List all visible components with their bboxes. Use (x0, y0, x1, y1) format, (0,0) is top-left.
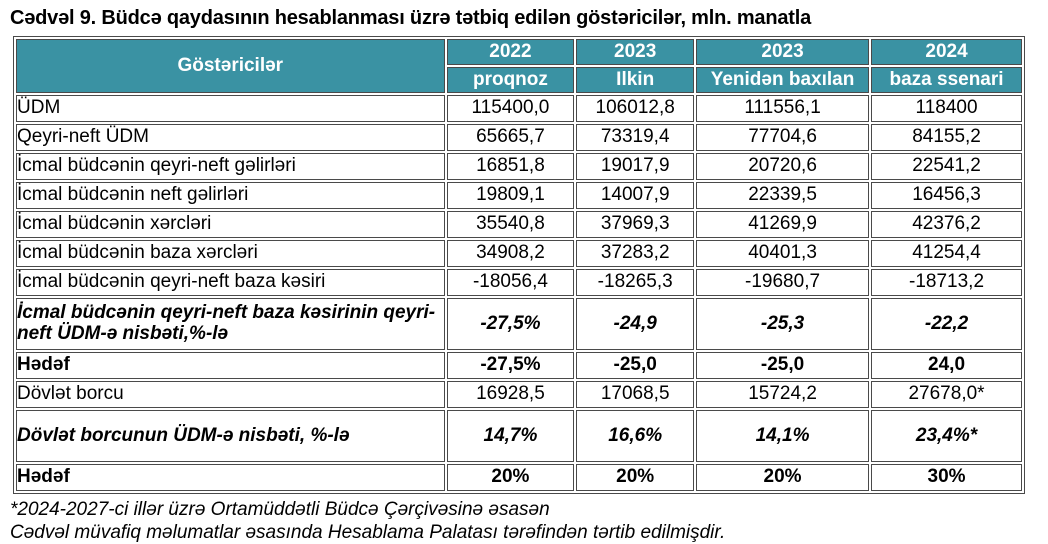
cell-value: 35540,8 (447, 211, 575, 238)
cell-value: 16456,3 (871, 182, 1022, 209)
header-scenario-proqnoz: proqnoz (447, 67, 575, 93)
cell-value: 27678,0* (871, 381, 1022, 408)
table-row-borc-nisbeti (16, 410, 1022, 462)
cell-value: 15724,2 (696, 381, 869, 408)
cell-value: 20% (447, 464, 575, 491)
cell-value: -25,0 (576, 352, 694, 379)
cell-value: 17068,5 (576, 381, 694, 408)
cell-value: 41254,4 (871, 240, 1022, 267)
header-scenario-ilkin: Ilkin (576, 67, 694, 93)
cell-value: 19017,9 (576, 153, 694, 180)
row-label: Hədəf (16, 464, 445, 491)
table-row-hedef-kesir (16, 352, 1022, 379)
cell-value: 20% (576, 464, 694, 491)
row-label: İcmal büdcənin neft gəlirləri (16, 182, 445, 209)
cell-value: 84155,2 (871, 124, 1022, 151)
cell-value: -27,5% (447, 298, 575, 350)
header-year-2022: 2022 (447, 39, 575, 65)
cell-value: 111556,1 (696, 95, 869, 122)
table-row-kesir-nisbeti (16, 298, 1022, 350)
header-year-2023-revised: 2023 (696, 39, 869, 65)
cell-value: -18056,4 (447, 269, 575, 296)
page-title: Cədvəl 9. Büdcə qaydasının hesablanması üzrə tətbiq edilən göstəricilər, mln. manatla (10, 7, 812, 29)
footnote-source: Cədvəl müvafiq məlumatlar əsasında Hesablama Palatası tərəfindən tərtib edilmişdir. (10, 522, 726, 544)
row-label: ÜDM (16, 95, 445, 122)
footnotes (10, 498, 1048, 544)
cell-value: 23,4%* (871, 410, 1022, 462)
cell-value: 106012,8 (576, 95, 694, 122)
row-label: İcmal büdcənin qeyri-neft gəlirləri (16, 153, 445, 180)
row-label: Dövlət borcunun ÜDM-ə nisbəti, %-lə (16, 410, 445, 462)
table-row-neft-gelirleri (16, 182, 1022, 209)
cell-value: 16,6% (576, 410, 694, 462)
cell-value: 24,0 (871, 352, 1022, 379)
cell-value: 14,1% (696, 410, 869, 462)
cell-value: 16928,5 (447, 381, 575, 408)
table-row-qeyri-neft-gelirleri (16, 153, 1022, 180)
table-row-baza-kesiri (16, 269, 1022, 296)
table-row-hedef-borc (16, 464, 1022, 491)
footnote-asterisk: *2024-2027-ci illər üzrə Ortamüddətli Büdcə Çərçivəsinə əsasən (10, 499, 550, 520)
cell-value: 20720,6 (696, 153, 869, 180)
header-year-2024: 2024 (871, 39, 1022, 65)
cell-value: -25,3 (696, 298, 869, 350)
cell-value: 16851,8 (447, 153, 575, 180)
cell-value: 73319,4 (576, 124, 694, 151)
cell-value: -19680,7 (696, 269, 869, 296)
cell-value: 37969,3 (576, 211, 694, 238)
row-label: İcmal büdcənin xərcləri (16, 211, 445, 238)
cell-value: 30% (871, 464, 1022, 491)
row-label: İcmal büdcənin baza xərcləri (16, 240, 445, 267)
cell-value: 22339,5 (696, 182, 869, 209)
row-label: İcmal büdcənin qeyri-neft baza kəsirinin qeyri-neft ÜDM-ə nisbəti,%-lə (16, 298, 445, 350)
header-year-2023-initial: 2023 (576, 39, 694, 65)
row-label: Qeyri-neft ÜDM (16, 124, 445, 151)
table-row-baza-xercleri (16, 240, 1022, 267)
indicators-table (13, 36, 1025, 494)
cell-value: 65665,7 (447, 124, 575, 151)
cell-value: 14007,9 (576, 182, 694, 209)
header-scenario-yeniden-baxilan: Yenidən baxılan (696, 67, 869, 93)
table-row-dovlet-borcu (16, 381, 1022, 408)
cell-value: 34908,2 (447, 240, 575, 267)
table-row-qeyri-neft-udm (16, 124, 1022, 151)
cell-value: 118400 (871, 95, 1022, 122)
cell-value: 42376,2 (871, 211, 1022, 238)
cell-value: 22541,2 (871, 153, 1022, 180)
cell-value: -18265,3 (576, 269, 694, 296)
cell-value: 115400,0 (447, 95, 575, 122)
cell-value: 14,7% (447, 410, 575, 462)
cell-value: -22,2 (871, 298, 1022, 350)
cell-value: -27,5% (447, 352, 575, 379)
cell-value: -24,9 (576, 298, 694, 350)
row-label: Hədəf (16, 352, 445, 379)
document-page (0, 7, 1048, 544)
cell-value: 77704,6 (696, 124, 869, 151)
header-scenario-baza-ssenari: baza ssenari (871, 67, 1022, 93)
row-label: İcmal büdcənin qeyri-neft baza kəsiri (16, 269, 445, 296)
header-indicators: Göstəricilər (16, 39, 445, 93)
cell-value: -25,0 (696, 352, 869, 379)
cell-value: 19809,1 (447, 182, 575, 209)
cell-value: 20% (696, 464, 869, 491)
cell-value: 37283,2 (576, 240, 694, 267)
table-row-xercleri (16, 211, 1022, 238)
cell-value: -18713,2 (871, 269, 1022, 296)
row-label: Dövlət borcu (16, 381, 445, 408)
table-row-udm (16, 95, 1022, 122)
cell-value: 40401,3 (696, 240, 869, 267)
cell-value: 41269,9 (696, 211, 869, 238)
table-header (16, 39, 1022, 93)
